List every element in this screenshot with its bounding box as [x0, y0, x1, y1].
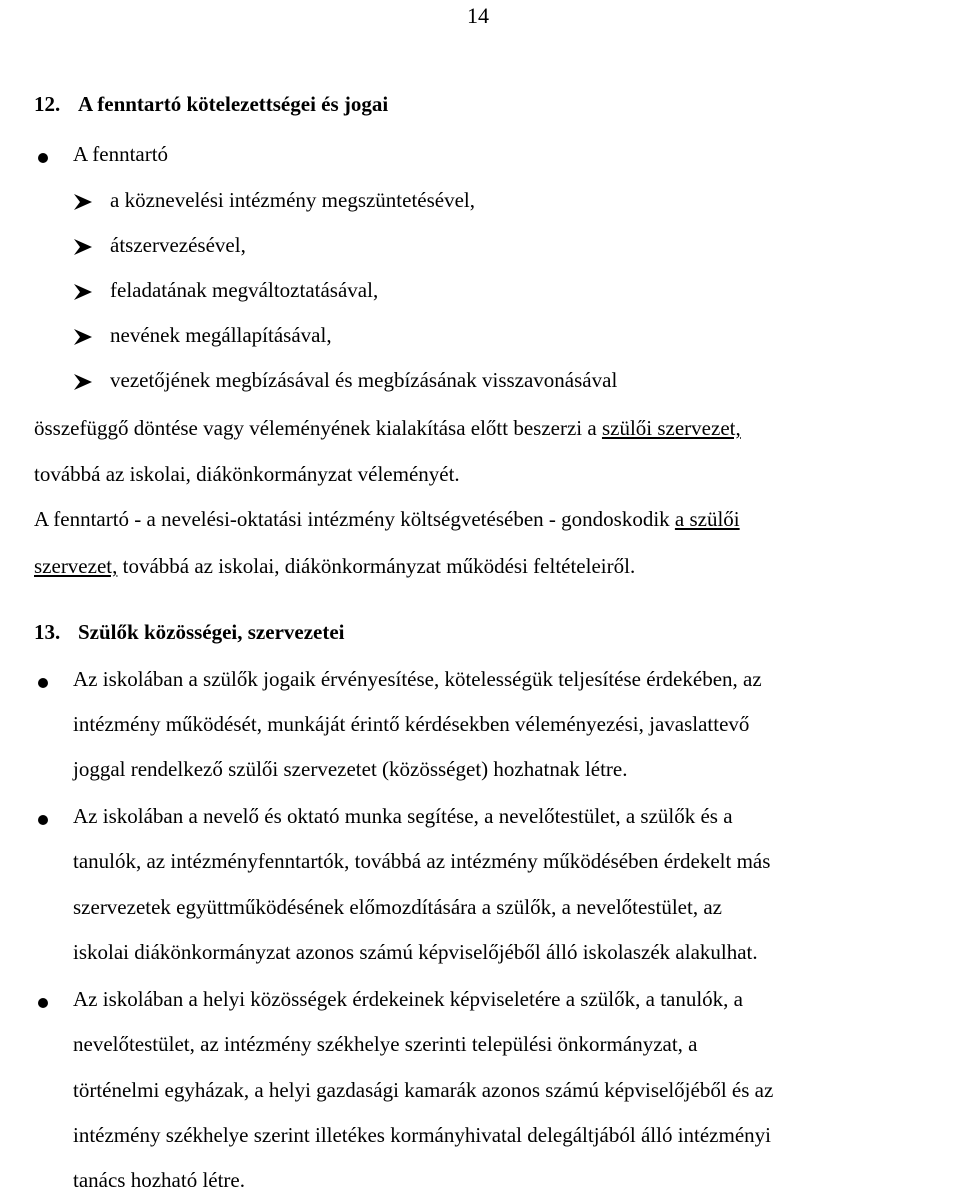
arrow-bullet-icon — [74, 194, 92, 210]
bullet-line: Az iskolában a helyi közösségek érdekeinek képviseletére a szülők, a tanulók, a — [73, 987, 744, 1011]
paragraph-2-line-1 — [34, 507, 740, 532]
bullet-line: intézmény működését, munkáját érintő kérdésekben véleményezési, javaslattevő — [73, 712, 750, 736]
bullet-line: szervezetek együttműködésének előmozdítására a szülők, a nevelőtestület, az — [73, 895, 722, 919]
sub-item: nevének megállapításával, — [110, 323, 332, 347]
paragraph-1-line-1 — [34, 416, 741, 441]
section-13-title: Szülők közösségei, szervezetei — [78, 620, 345, 644]
section-12-bullet: A fenntartó — [73, 142, 169, 166]
bullet-dot-icon — [38, 815, 48, 825]
arrow-bullet-icon — [74, 374, 92, 390]
bullet-line: tanács hozható létre. — [73, 1168, 245, 1192]
paragraph-2-line-2 — [34, 554, 635, 579]
sub-item: feladatának megváltoztatásával, — [110, 278, 379, 302]
paragraph-1-line-2: továbbá az iskolai, diákönkormányzat véleményét. — [34, 462, 460, 486]
bullet-dot-icon — [38, 998, 48, 1008]
section-12-heading — [34, 92, 388, 117]
bullet-line: intézmény székhelye szerint illetékes kormányhivatal delegáltjából álló intézményi — [73, 1123, 771, 1147]
text-span: összefüggő döntése vagy véleményének kialakítása előtt beszerzi a — [34, 416, 602, 440]
arrow-bullet-icon — [74, 239, 92, 255]
bullet-line: nevelőtestület, az intézmény székhelye szerinti települési önkormányzat, a — [73, 1032, 698, 1056]
text-span: továbbá az iskolai, diákönkormányzat működési feltételeiről. — [117, 554, 636, 578]
text-span: A fenntartó - a nevelési-oktatási intézmény költségvetésében - gondoskodik — [34, 507, 675, 531]
bullet-dot-icon — [38, 678, 48, 688]
bullet-line: Az iskolában a nevelő és oktató munka segítése, a nevelőtestület, a szülők és a — [73, 804, 733, 828]
bullet-line: iskolai diákönkormányzat azonos számú képviselőjéből álló iskolaszék alakulhat. — [73, 940, 758, 964]
bullet-line: Az iskolában a szülők jogaik érvényesítése, kötelességük teljesítése érdekében, az — [73, 667, 762, 691]
sub-item: átszervezésével, — [110, 233, 246, 257]
bullet-line: joggal rendelkező szülői szervezetet (közösséget) hozhatnak létre. — [73, 757, 628, 781]
bullet-line: tanulók, az intézményfenntartók, továbbá az intézmény működésében érdekelt más — [73, 849, 771, 873]
section-13-heading — [34, 620, 345, 645]
arrow-bullet-icon — [74, 329, 92, 345]
sub-item: a köznevelési intézmény megszüntetésével, — [110, 188, 476, 212]
bullet-line: történelmi egyházak, a helyi gazdasági kamarák azonos számú képviselőjéből és az — [73, 1078, 774, 1102]
underlined-term: a szülői — [674, 507, 740, 531]
underlined-term: szülői szervezet, — [601, 416, 741, 440]
sub-item: vezetőjének megbízásával és megbízásának visszavonásával — [110, 368, 618, 392]
page-number: 14 — [467, 3, 489, 28]
underlined-term: szervezet, — [34, 554, 118, 578]
bullet-dot-icon — [38, 153, 48, 163]
section-12-title: A fenntartó kötelezettségei és jogai — [78, 92, 389, 116]
section-13-number: 13. — [34, 620, 61, 644]
section-12-number: 12. — [34, 92, 61, 116]
arrow-bullet-icon — [74, 284, 92, 300]
